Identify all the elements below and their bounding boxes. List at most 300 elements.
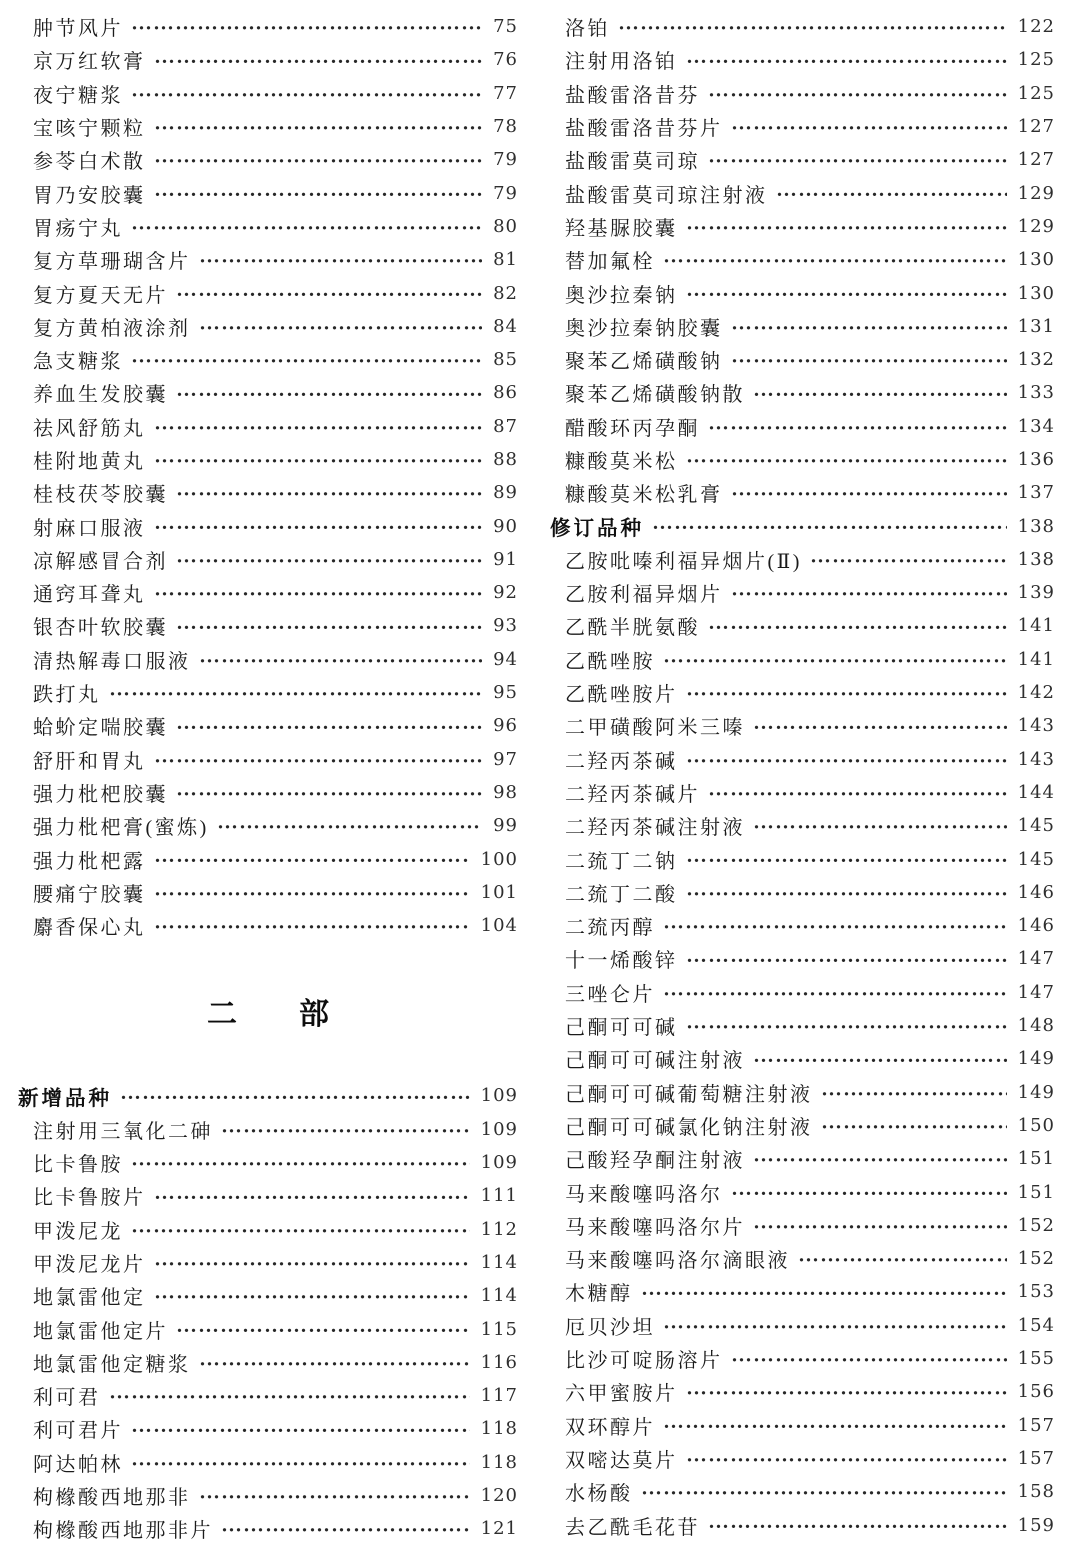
page-number: 101 <box>480 881 518 903</box>
dot-leader <box>618 10 1007 43</box>
dot-leader <box>731 1175 1007 1208</box>
page-number: 154 <box>1017 1314 1055 1336</box>
dot-leader <box>154 842 470 875</box>
dot-leader <box>798 1242 1007 1275</box>
toc-entry <box>550 1442 1055 1475</box>
entry-title: 己酮可可碱葡萄糖注射液 <box>565 1083 813 1106</box>
entry-title: 比沙可啶肠溶片 <box>565 1350 723 1373</box>
toc-entry <box>18 443 518 476</box>
entry-title: 木糖醇 <box>565 1283 633 1306</box>
toc-entry <box>550 643 1055 676</box>
dot-leader <box>221 1512 470 1545</box>
dot-leader <box>176 276 482 309</box>
page-number: 79 <box>493 182 518 204</box>
entry-title: 修订品种 <box>550 518 644 541</box>
entry-title: 甲泼尼龙 <box>33 1220 123 1243</box>
entry-title: 糠酸莫米松乳膏 <box>565 484 723 507</box>
page-number: 127 <box>1017 149 1055 171</box>
entry-title: 己酮可可碱注射液 <box>565 1050 745 1073</box>
dot-leader <box>154 576 483 609</box>
dot-leader <box>154 443 483 476</box>
toc-entry <box>550 210 1055 243</box>
toc-entry <box>550 809 1055 842</box>
dot-leader <box>176 1312 470 1345</box>
page-number: 158 <box>1017 1481 1055 1503</box>
entry-title: 糠酸莫米松 <box>565 451 678 473</box>
page-number: 91 <box>493 548 518 570</box>
page-number: 133 <box>1017 382 1055 404</box>
page-number: 157 <box>1017 1414 1055 1436</box>
page-number: 80 <box>493 215 518 237</box>
toc-entry <box>550 143 1055 176</box>
entry-title: 祛风舒筋丸 <box>33 417 146 440</box>
dot-leader <box>131 1412 470 1445</box>
toc-entry <box>550 543 1055 576</box>
page-number: 86 <box>493 382 518 404</box>
page-number: 87 <box>493 415 518 437</box>
page-number: 131 <box>1017 315 1055 337</box>
entry-title: 利可君片 <box>33 1420 123 1443</box>
entry-title: 乙胺吡嗪利福异烟片(Ⅱ) <box>565 550 802 573</box>
page-number: 99 <box>493 815 518 837</box>
toc-entry <box>18 210 518 243</box>
page-number: 130 <box>1017 249 1055 271</box>
page-number: 129 <box>1017 182 1055 204</box>
dot-leader <box>217 809 482 842</box>
page-number: 125 <box>1017 49 1055 71</box>
page-number: 150 <box>1017 1114 1055 1136</box>
entry-title: 三唑仑片 <box>565 983 655 1006</box>
dot-leader <box>753 809 1007 842</box>
dot-leader <box>686 43 1007 76</box>
page-number: 146 <box>1017 915 1055 937</box>
dot-leader <box>686 210 1007 243</box>
dot-leader <box>663 909 1007 942</box>
dot-leader <box>131 1146 470 1179</box>
toc-entry <box>550 376 1055 409</box>
toc-entry <box>550 1076 1055 1109</box>
entry-title: 急支糖浆 <box>33 351 123 374</box>
toc-section-heading <box>550 509 1055 542</box>
page-number: 109 <box>480 1085 518 1107</box>
entry-title: 复方黄柏液涂剂 <box>33 317 191 340</box>
dot-leader <box>753 1142 1007 1175</box>
dot-leader <box>199 1346 470 1379</box>
dot-leader <box>131 10 482 43</box>
toc-entry <box>550 743 1055 776</box>
toc-entry <box>18 176 518 209</box>
dot-leader <box>131 210 482 243</box>
toc-entry <box>550 343 1055 376</box>
entry-title: 二巯丁二酸 <box>565 883 678 906</box>
page-number: 109 <box>480 1152 518 1174</box>
page-number: 148 <box>1017 1015 1055 1037</box>
dot-leader <box>154 176 483 209</box>
entry-title: 奥沙拉秦钠 <box>565 284 678 307</box>
dot-leader <box>154 43 483 76</box>
entry-title: 麝香保心丸 <box>33 917 146 940</box>
toc-entry <box>18 1446 518 1479</box>
dot-leader <box>663 643 1007 676</box>
entry-title: 醋酸环丙孕酮 <box>565 417 700 440</box>
toc-entry <box>550 1109 1055 1142</box>
page-number: 152 <box>1017 1248 1055 1270</box>
page-number: 147 <box>1017 948 1055 970</box>
dot-leader <box>641 1275 1007 1308</box>
entry-title: 地氯雷他定糖浆 <box>33 1353 191 1376</box>
toc-entry <box>18 842 518 875</box>
toc-entry <box>18 543 518 576</box>
entry-title: 注射用洛铂 <box>565 51 678 74</box>
dot-leader <box>199 643 483 676</box>
dot-leader <box>753 1042 1007 1075</box>
dot-leader <box>154 909 470 942</box>
page-number: 116 <box>480 1351 518 1373</box>
page-number: 151 <box>1017 1181 1055 1203</box>
entry-title: 聚苯乙烯磺酸钠散 <box>565 384 745 407</box>
page-number: 76 <box>493 49 518 71</box>
toc-entry <box>18 909 518 942</box>
dot-leader <box>154 110 483 143</box>
entry-title: 清热解毒口服液 <box>33 650 191 673</box>
entry-title: 去乙酰毛花苷 <box>565 1516 700 1539</box>
toc-entry <box>550 77 1055 110</box>
page-number: 129 <box>1017 215 1055 237</box>
page-number: 149 <box>1017 1081 1055 1103</box>
dot-leader <box>708 609 1007 642</box>
page-number: 90 <box>493 515 518 537</box>
dot-leader <box>731 576 1007 609</box>
page-number: 92 <box>493 582 518 604</box>
entry-title: 桂附地黄丸 <box>33 451 146 473</box>
dot-leader <box>753 1209 1007 1242</box>
entry-title: 己酮可可碱 <box>565 1017 678 1040</box>
dot-leader <box>176 609 482 642</box>
toc-entry <box>18 1346 518 1379</box>
page-number: 100 <box>480 848 518 870</box>
toc-entry <box>18 1512 518 1545</box>
entry-title: 凉解感冒合剂 <box>33 550 168 573</box>
page-number: 122 <box>1017 16 1055 38</box>
page-number: 155 <box>1017 1348 1055 1370</box>
page-number: 152 <box>1017 1214 1055 1236</box>
dot-leader <box>154 1179 470 1212</box>
entry-title: 厄贝沙坦 <box>565 1316 655 1339</box>
page-number: 136 <box>1017 449 1055 470</box>
dot-leader <box>686 842 1007 875</box>
dot-leader <box>810 543 1007 576</box>
entry-title: 养血生发胶囊 <box>33 384 168 407</box>
dot-leader <box>731 1342 1007 1375</box>
page-number: 125 <box>1017 82 1055 104</box>
toc-entry <box>18 1312 518 1345</box>
entry-title: 京万红软膏 <box>33 51 146 74</box>
page-number: 89 <box>493 482 518 504</box>
toc-entry <box>18 1412 518 1445</box>
page-number: 104 <box>480 915 518 937</box>
page-number: 109 <box>480 1118 518 1140</box>
dot-leader <box>154 743 483 776</box>
toc-entry <box>18 809 518 842</box>
page-number: 144 <box>1017 781 1055 803</box>
dot-leader <box>154 876 470 909</box>
entry-title: 二甲磺酸阿米三嗪 <box>565 717 745 740</box>
toc-entry <box>550 1175 1055 1208</box>
entry-title: 舒肝和胃丸 <box>33 750 146 773</box>
dot-leader <box>199 310 483 343</box>
toc-entry <box>18 1179 518 1212</box>
entry-title: 盐酸雷洛昔芬片 <box>565 118 723 141</box>
dot-leader <box>663 243 1007 276</box>
dot-leader <box>821 1109 1007 1142</box>
page-number: 111 <box>480 1185 518 1207</box>
toc-entry <box>18 876 518 909</box>
page-number: 98 <box>493 781 518 803</box>
dot-leader <box>686 1442 1007 1475</box>
page-number: 145 <box>1017 848 1055 870</box>
entry-title: 比卡鲁胺 <box>33 1154 123 1177</box>
dot-leader <box>708 143 1007 176</box>
toc-entry <box>18 476 518 509</box>
entry-title: 马来酸噻吗洛尔滴眼液 <box>565 1250 790 1273</box>
toc-entry <box>18 743 518 776</box>
toc-entry <box>18 1113 518 1146</box>
toc-entry <box>550 43 1055 76</box>
dot-leader <box>708 77 1007 110</box>
toc-entry <box>550 776 1055 809</box>
entry-title: 强力枇杷胶囊 <box>33 783 168 806</box>
dot-leader <box>176 709 482 742</box>
dot-leader <box>663 976 1007 1009</box>
dot-leader <box>131 77 482 110</box>
toc-entry <box>18 643 518 676</box>
dot-leader <box>199 243 483 276</box>
page-number: 147 <box>1017 981 1055 1003</box>
part-title <box>207 989 329 1033</box>
page-number: 97 <box>493 748 518 770</box>
toc-entry <box>550 1375 1055 1408</box>
toc-entry <box>18 110 518 143</box>
part-heading-block <box>18 942 518 1079</box>
toc-entry <box>18 310 518 343</box>
entry-title: 二巯丙醇 <box>565 917 655 940</box>
dot-leader <box>154 1279 470 1312</box>
toc-entry <box>550 276 1055 309</box>
entry-title: 双嘧达莫片 <box>565 1449 678 1472</box>
toc-entry <box>550 1142 1055 1175</box>
toc-entry <box>18 276 518 309</box>
dot-leader <box>176 543 482 576</box>
toc-entry <box>18 1479 518 1512</box>
toc-entry <box>18 709 518 742</box>
page-number: 95 <box>493 682 518 704</box>
entry-title: 注射用三氧化二砷 <box>33 1120 213 1143</box>
toc-column-2 <box>550 10 1055 1542</box>
entry-title: 双环醇片 <box>565 1416 655 1439</box>
entry-title: 乙酰唑胺 <box>565 650 655 673</box>
page-number: 153 <box>1017 1281 1055 1303</box>
toc-entry <box>18 410 518 443</box>
page-number: 77 <box>493 82 518 104</box>
dot-leader <box>120 1079 470 1112</box>
toc-entry <box>18 609 518 642</box>
entry-title: 宝咳宁颗粒 <box>33 118 146 141</box>
toc-entry <box>550 1342 1055 1375</box>
page-number: 81 <box>493 249 518 271</box>
dot-leader <box>821 1076 1007 1109</box>
dot-leader <box>176 376 482 409</box>
entry-title: 羟基脲胶囊 <box>565 217 678 240</box>
dot-leader <box>131 1213 470 1246</box>
toc-entry <box>18 43 518 76</box>
entry-title: 地氯雷他定片 <box>33 1320 168 1343</box>
page-number: 130 <box>1017 282 1055 304</box>
dot-leader <box>776 176 1007 209</box>
entry-title: 通窍耳聋丸 <box>33 584 146 607</box>
toc-entry <box>18 1379 518 1412</box>
entry-title: 蛤蚧定喘胶囊 <box>33 717 168 740</box>
dot-leader <box>109 676 483 709</box>
toc-section-heading <box>18 1079 518 1112</box>
entry-title: 二羟丙茶碱片 <box>565 783 700 806</box>
dot-leader <box>154 143 483 176</box>
entry-title: 十一烯酸锌 <box>565 950 678 973</box>
toc-entry <box>18 1213 518 1246</box>
page-number: 94 <box>493 648 518 670</box>
toc-entry <box>18 676 518 709</box>
dot-leader <box>708 776 1007 809</box>
dot-leader <box>176 476 482 509</box>
page-number: 118 <box>480 1451 518 1473</box>
page-number: 138 <box>1017 515 1055 537</box>
dot-leader <box>154 410 483 443</box>
part-title-char: 二 <box>207 997 237 1031</box>
dot-leader <box>731 310 1007 343</box>
toc-entry <box>550 1508 1055 1541</box>
page-number: 156 <box>1017 1381 1055 1403</box>
page-number: 96 <box>493 715 518 737</box>
dot-leader <box>686 676 1007 709</box>
page-number: 114 <box>480 1251 518 1273</box>
toc-entry <box>18 376 518 409</box>
dot-leader <box>686 942 1007 975</box>
toc-entry <box>550 176 1055 209</box>
toc-entry <box>18 1146 518 1179</box>
page-number: 141 <box>1017 648 1055 670</box>
entry-title: 二羟丙茶碱 <box>565 750 678 773</box>
dot-leader <box>131 343 482 376</box>
toc-entry <box>550 476 1055 509</box>
toc-entry <box>550 1242 1055 1275</box>
page-number: 114 <box>480 1285 518 1307</box>
page-number: 84 <box>493 315 518 337</box>
entry-title: 乙酰半胱氨酸 <box>565 617 700 640</box>
entry-title: 强力枇杷露 <box>33 850 146 873</box>
entry-title: 六甲蜜胺片 <box>565 1383 678 1406</box>
page-number: 82 <box>493 282 518 304</box>
toc-entry <box>18 77 518 110</box>
entry-title: 夜宁糖浆 <box>33 84 123 107</box>
toc-entry <box>550 876 1055 909</box>
entry-title: 参苓白术散 <box>33 151 146 174</box>
dot-leader <box>708 410 1007 443</box>
entry-title: 腰痛宁胶囊 <box>33 883 146 906</box>
toc-entry <box>550 576 1055 609</box>
entry-title: 己酸羟孕酮注射液 <box>565 1150 745 1173</box>
dot-leader <box>686 443 1007 476</box>
toc-entry <box>550 1408 1055 1441</box>
entry-title: 盐酸雷莫司琼注射液 <box>565 184 768 207</box>
entry-title: 射麻口服液 <box>33 517 146 540</box>
entry-title: 乙胺利福异烟片 <box>565 584 723 607</box>
toc-entry <box>550 1042 1055 1075</box>
page-number: 121 <box>480 1518 518 1540</box>
toc-entry <box>550 842 1055 875</box>
dot-leader <box>131 1446 470 1479</box>
toc-entry <box>550 976 1055 1009</box>
entry-title: 盐酸雷莫司琼 <box>565 151 700 174</box>
toc-entry <box>550 1475 1055 1508</box>
page-number: 117 <box>480 1385 518 1407</box>
page-number: 149 <box>1017 1048 1055 1070</box>
toc-entry <box>18 10 518 43</box>
entry-title: 强力枇杷膏(蜜炼) <box>33 817 209 840</box>
entry-title: 桂枝茯苓胶囊 <box>33 484 168 507</box>
dot-leader <box>652 509 1007 542</box>
entry-title: 水杨酸 <box>565 1483 633 1506</box>
dot-leader <box>753 376 1007 409</box>
dot-leader <box>731 343 1007 376</box>
page-number: 79 <box>493 149 518 171</box>
entry-title: 替加氟栓 <box>565 251 655 274</box>
dot-leader <box>109 1379 470 1412</box>
toc-entry <box>550 10 1055 43</box>
entry-title: 盐酸雷洛昔芬 <box>565 84 700 107</box>
page-number: 115 <box>480 1318 518 1340</box>
page-number: 134 <box>1017 415 1055 437</box>
dot-leader <box>708 1508 1007 1541</box>
toc-entry <box>18 343 518 376</box>
dot-leader <box>176 776 482 809</box>
dot-leader <box>686 1009 1007 1042</box>
entry-title: 己酮可可碱氯化钠注射液 <box>565 1116 813 1139</box>
entry-title: 奥沙拉秦钠胶囊 <box>565 317 723 340</box>
dot-leader <box>686 876 1007 909</box>
entry-title: 二羟丙茶碱注射液 <box>565 817 745 840</box>
dot-leader <box>753 709 1007 742</box>
entry-title: 阿达帕林 <box>33 1453 123 1476</box>
entry-title: 地氯雷他定 <box>33 1287 146 1310</box>
toc-entry <box>550 243 1055 276</box>
toc-entry <box>18 243 518 276</box>
entry-title: 洛铂 <box>565 18 610 41</box>
entry-title: 新增品种 <box>18 1087 112 1110</box>
page-number: 157 <box>1017 1447 1055 1469</box>
toc-entry <box>550 1009 1055 1042</box>
page-number: 85 <box>493 349 518 371</box>
toc-entry <box>18 576 518 609</box>
entry-title: 甲泼尼龙片 <box>33 1253 146 1276</box>
toc-entry <box>18 509 518 542</box>
toc-entry <box>550 410 1055 443</box>
page-number: 145 <box>1017 815 1055 837</box>
page-number: 146 <box>1017 881 1055 903</box>
page-number: 138 <box>1017 548 1055 570</box>
toc-entry <box>550 909 1055 942</box>
page-number: 112 <box>480 1218 518 1240</box>
page-number: 139 <box>1017 582 1055 604</box>
toc-entry <box>550 310 1055 343</box>
